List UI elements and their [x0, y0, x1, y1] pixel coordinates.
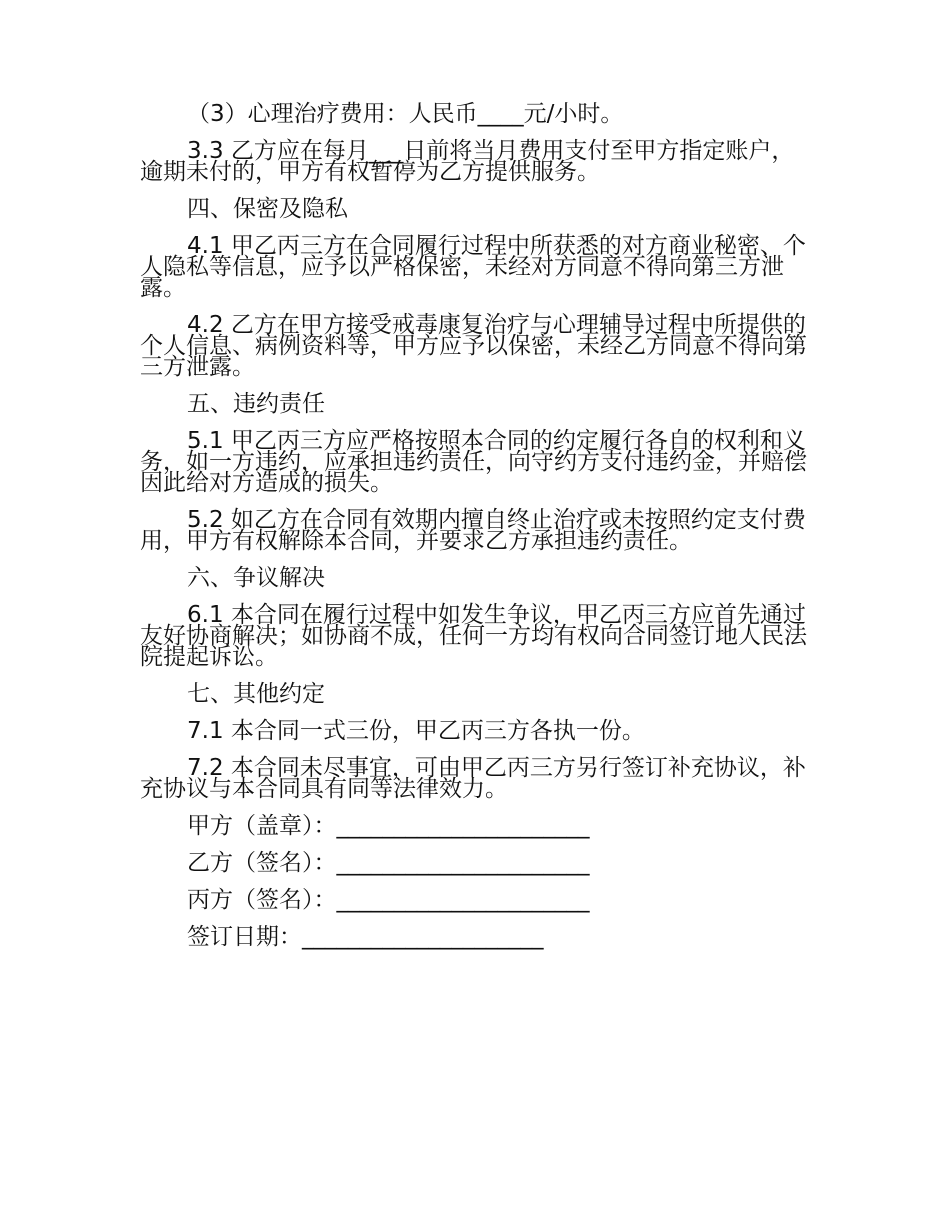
- clause-5-2: 5.2 如乙方在合同有效期内擅自终止治疗或未按照约定支付费用，甲方有权解除本合同，并要求乙方承担违约责任。: [140, 507, 806, 554]
- signature-party-b: 乙方（签名）：______________________: [187, 850, 590, 876]
- signature-party-c: 丙方（签名）：______________________: [187, 887, 590, 913]
- clause-7-1: 7.1 本合同一式三份，甲乙丙三方各执一份。: [187, 718, 645, 744]
- clause-4-2: 4.2 乙方在甲方接受戒毒康复治疗与心理辅导过程中所提供的个人信息、病例资料等，甲方应予以保密，未经乙方同意不得向第三方泄露。: [140, 312, 807, 380]
- document-body: [140, 101, 812, 964]
- signing-date: 签订日期：_____________________: [187, 924, 544, 950]
- section-heading-dispute: 六、争议解决: [187, 565, 325, 591]
- clause-7-2: 7.2 本合同未尽事宜，可由甲乙丙三方另行签订补充协议，补充协议与本合同具有同等法律效力。: [140, 755, 806, 802]
- clause-6-1: 6.1 本合同在履行过程中如发生争议，甲乙丙三方应首先通过友好协商解决；如协商不成，任何一方均有权向合同签订地人民法院提起诉讼。: [140, 602, 807, 670]
- clause-4-1: 4.1 甲乙丙三方在合同履行过程中所获悉的对方商业秘密、个人隐私等信息，应予以严格保密，未经对方同意不得向第三方泄露。: [140, 233, 806, 301]
- signature-party-a: 甲方（盖章）：______________________: [187, 813, 590, 839]
- clause-3-3: 3.3 乙方应在每月___日前将当月费用支付至甲方指定账户，逾期未付的，甲方有权暂停为乙方提供服务。: [140, 138, 795, 185]
- fee-item-psychotherapy: （3）心理治疗费用：人民币____元/小时。: [187, 101, 624, 127]
- section-heading-other: 七、其他约定: [187, 681, 325, 707]
- clause-5-1: 5.1 甲乙丙三方应严格按照本合同的约定履行各自的权利和义务，如一方违约，应承担违约责任，向守约方支付违约金，并赔偿因此给对方造成的损失。: [140, 428, 807, 496]
- section-heading-liability: 五、违约责任: [187, 391, 325, 417]
- section-heading-confidentiality: 四、保密及隐私: [187, 196, 348, 222]
